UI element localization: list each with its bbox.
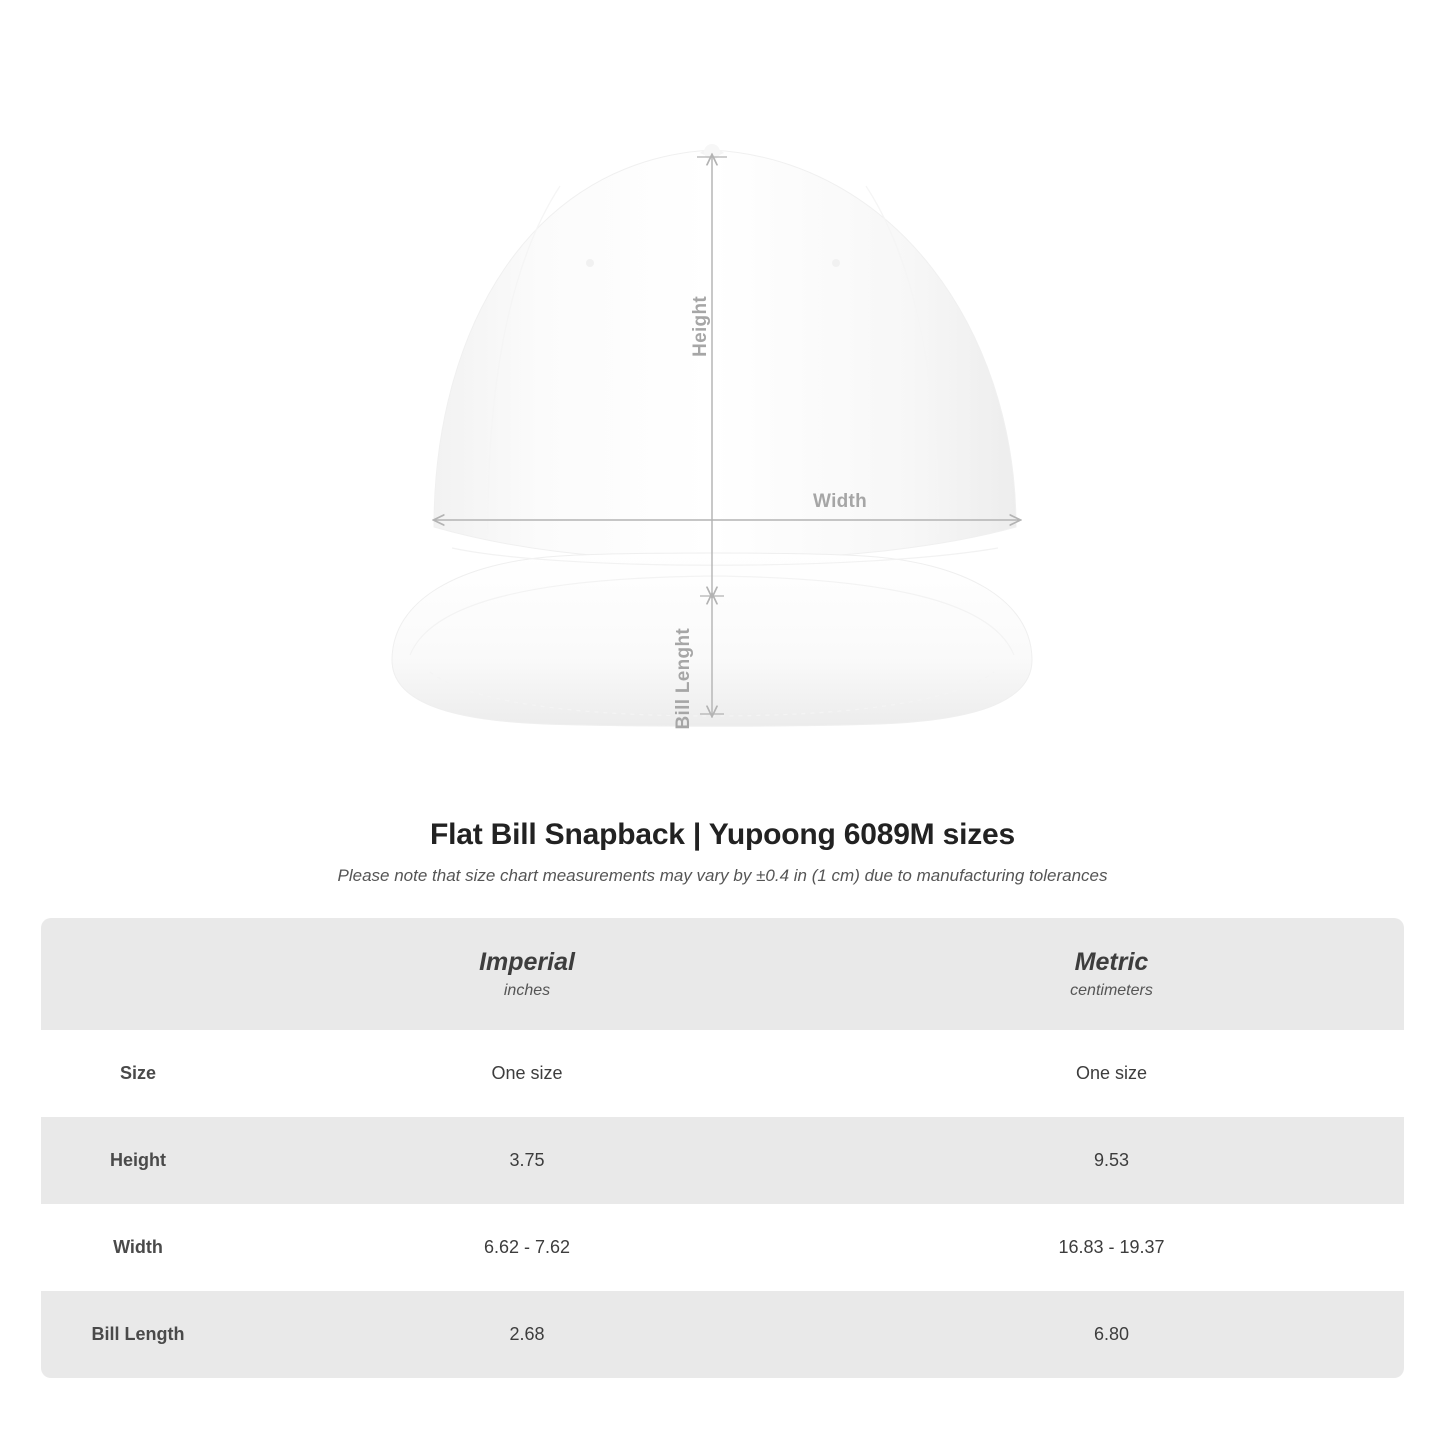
size-table-wrapper bbox=[41, 918, 1404, 1378]
header-metric-name: Metric bbox=[1074, 948, 1149, 976]
header-imperial-sub: inches bbox=[503, 982, 551, 999]
table-row bbox=[41, 1291, 1404, 1378]
header-metric-sub: centimeters bbox=[1070, 982, 1153, 999]
page-subtitle: Please note that size chart measurements may vary by ±0.4 in (1 cm) due to manufacturing tolerances bbox=[337, 866, 1108, 885]
cell-width-imperial: 6.62 - 7.62 bbox=[235, 1204, 819, 1291]
cell-bill-length-imperial: 2.68 bbox=[235, 1291, 819, 1378]
height-dimension-label: Height bbox=[690, 296, 711, 357]
cell-bill-length-metric: 6.80 bbox=[819, 1291, 1404, 1378]
width-dimension-label: Width bbox=[813, 491, 868, 512]
size-chart-table bbox=[41, 918, 1404, 1378]
table-row bbox=[41, 1030, 1404, 1117]
row-label-height: Height bbox=[41, 1117, 235, 1204]
row-label-bill-length: Bill Length bbox=[41, 1291, 235, 1378]
header-imperial bbox=[235, 918, 819, 1030]
cell-height-imperial: 3.75 bbox=[235, 1117, 819, 1204]
cell-size-imperial: One size bbox=[235, 1030, 819, 1117]
cell-size-metric: One size bbox=[819, 1030, 1404, 1117]
bill-length-label-line2: Lenght bbox=[673, 628, 694, 694]
bill-length-dimension-label bbox=[674, 628, 694, 729]
cell-height-metric: 9.53 bbox=[819, 1117, 1404, 1204]
table-row bbox=[41, 1117, 1404, 1204]
row-label-width: Width bbox=[41, 1204, 235, 1291]
page-title: Flat Bill Snapback | Yupoong 6089M sizes bbox=[429, 818, 1015, 851]
header-spacer-cell bbox=[41, 918, 235, 1030]
header-metric bbox=[819, 918, 1404, 1030]
header-imperial-name: Imperial bbox=[479, 948, 575, 976]
bill-length-label-line1: Bill bbox=[673, 698, 694, 730]
title-block bbox=[0, 818, 1445, 886]
table-row bbox=[41, 1204, 1404, 1291]
cell-width-metric: 16.83 - 19.37 bbox=[819, 1204, 1404, 1291]
row-label-size: Size bbox=[41, 1030, 235, 1117]
table-header-row bbox=[41, 918, 1404, 1030]
